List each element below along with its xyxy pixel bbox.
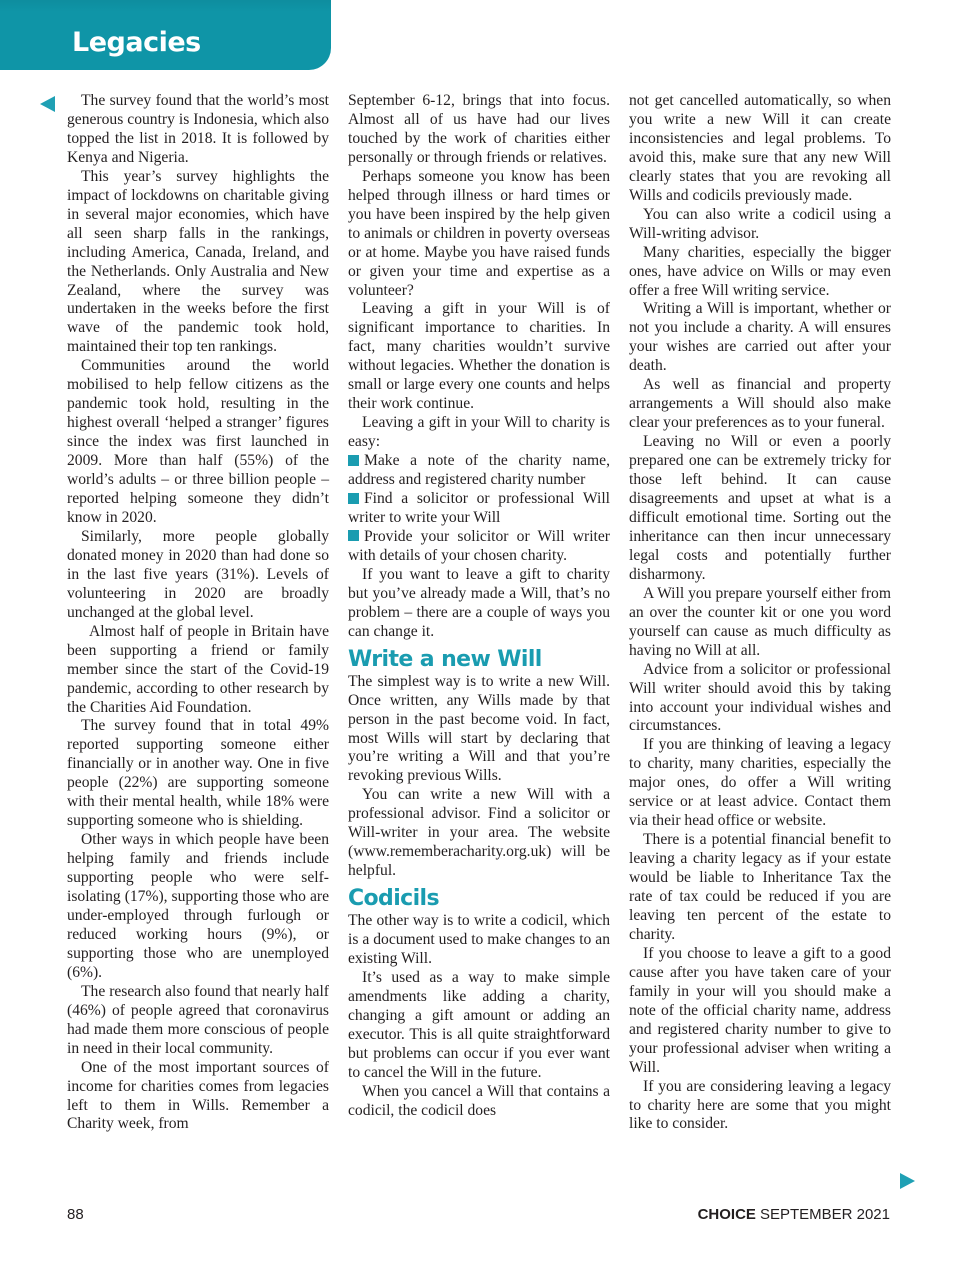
square-bullet-icon: [348, 493, 359, 504]
paragraph: Similarly, more people globally donated money in 2020 than had done so in the last five years (31%). Levels of volunteering in 2020 are broadly unchanged at the global level.: [67, 527, 329, 621]
paragraph: Advice from a solicitor or professional Will writer should avoid this by taking into account your individual wishes and circumstances.: [629, 660, 891, 735]
paragraph: Other ways in which people have been helping family and friends include supporting people who were self-isolating (17%), supporting those who are under-employed through furlough or reduced working hours (9%), or supporting those who are unemployed (6%).: [67, 831, 329, 981]
section-title: Legacies: [72, 27, 201, 58]
column-1: [67, 92, 329, 1134]
paragraph: Writing a Will is important, whether or not you include a charity. A will ensures your wishes are carried out after your death.: [629, 300, 891, 375]
paragraph: You can also write a codicil using a Will-writing advisor.: [629, 205, 891, 242]
page-number: 88: [67, 1206, 84, 1223]
paragraph: As well as financial and property arrangements a Will should also make clear your preferences as to your funeral.: [629, 376, 891, 432]
magazine-footer: [698, 1206, 890, 1223]
bullet-text: Make a note of the charity name, address and registered charity number: [348, 452, 610, 489]
paragraph: There is a potential financial benefit to leaving a charity legacy as if your estate would be liable to Inheritance Tax the rate of tax could be reduced if you are leaving ten percent of the estate to charity.: [629, 831, 891, 943]
paragraph: Communities around the world mobilised to help fellow citizens as the pandemic took hold, resulting in the highest overall ‘helped a stranger’ figures since the index was first launched in 2009. More than half (55%) of the world’s adults – or three billion people – reported helping someone they didn’t know in 2020.: [67, 357, 329, 526]
paragraph: It’s used as a way to make simple amendments like adding a charity, changing a gift amount or adding an executor. This is all quite straightforward but problems can occur if you ever want to cancel the Will in the future.: [348, 968, 610, 1081]
paragraph: Leaving no Will or even a poorly prepared one can be extremely tricky for those left behind. It can cause disagreements and upset at what is a difficult emotional time. Sorting out the inheritance can then incur unnecessary legal costs and potentially further disharmony.: [629, 433, 891, 583]
square-bullet-icon: [348, 455, 359, 466]
paragraph: Leaving a gift in your Will is of significant importance to charities. In fact, many charities wouldn’t survive without legacies. Whether the donation is small or large every one counts and helps their work continue.: [348, 300, 610, 413]
paragraph: Almost half of people in Britain have been supporting a friend or family member since the start of the Covid-19 pandemic, according to other research by the Charities Aid Foundation.: [67, 622, 329, 716]
paragraph: The research also found that nearly half (46%) of people agreed that coronavirus had made them more conscious of people in need in their local community.: [67, 982, 329, 1057]
paragraph: If you are thinking of leaving a legacy to charity, many charities, especially the major ones, do offer a Will writing service or at least advice. Contact them via their head office or website.: [629, 736, 891, 830]
paragraph: One of the most important sources of income for charities comes from legacies left to them in Wills. Remember a Charity week, from: [67, 1058, 329, 1133]
paragraph: The survey found that the world’s most generous country is Indonesia, which also topped the list in 2018. It is followed by Kenya and Nigeria.: [67, 92, 329, 166]
subheading-codicils: Codicils: [348, 886, 439, 912]
bullet-item: [348, 528, 610, 566]
paragraph: When you cancel a Will that contains a codicil, the codicil does: [348, 1082, 610, 1119]
issue-date: SEPTEMBER 2021: [759, 1206, 890, 1223]
paragraph: You can write a new Will with a professional advisor. Find a solicitor or Will-writer in your area. The website (www.rememberacharity.org.uk) will be helpful.: [348, 786, 610, 880]
paragraph: The other way is to write a codicil, which is a document used to make changes to an existing Will.: [348, 912, 610, 968]
paragraph: Many charities, especially the bigger ones, have advice on Wills or may even offer a free Will writing service.: [629, 243, 891, 299]
paragraph: The simplest way is to write a new Will. Once written, any Wills made by that person in the past become void. In fact, most Wills will start by declaring that you’re writing a Will and that you’re revoking previous Wills.: [348, 672, 610, 785]
paragraph: not get cancelled automatically, so when you write a new Will it can create inconsistencies and legal problems. To avoid this, make sure that any new Will clearly states that you are revoking all Wills and codicils previously made.: [629, 92, 891, 204]
column-3: [629, 92, 891, 1134]
bullet-item: [348, 490, 610, 528]
paragraph: This year’s survey highlights the impact of lockdowns on charitable giving in several major economies, which have all seen sharp falls in the rankings, including America, Canada, Ireland, and the Netherlands. Only Australia and New Zealand, where the survey was undertaken in the weeks before the first wave of the pandemic took hold, maintained their top ten rankings.: [67, 167, 329, 356]
paragraph: If you want to leave a gift to charity but you’ve already made a Will, that’s no problem – there are a couple of ways you can change it.: [348, 565, 610, 640]
paragraph: If you are considering leaving a legacy to charity here are some that you might like to consider.: [629, 1077, 891, 1133]
bullet-text: Provide your solicitor or Will writer with details of your chosen charity.: [348, 527, 610, 564]
column-2: [348, 92, 610, 1121]
bullet-item: [348, 452, 610, 490]
subheading-write-new-will: Write a new Will: [348, 646, 542, 672]
paragraph: The survey found that in total 49% reported supporting someone either financially or in another way. One in five people (22%) are supporting someone with their mental health, while 18% were supporting someone who is shielding.: [67, 717, 329, 830]
square-bullet-icon: [348, 530, 359, 541]
paragraph: Perhaps someone you know has been helped through illness or hard times or you have been inspired by the help given to animals or children in poverty overseas or at home. Maybe you have raised funds or given your time and expertise as a volunteer?: [348, 167, 610, 299]
next-page-arrow-icon[interactable]: [900, 1173, 915, 1189]
paragraph: Leaving a gift in your Will to charity is easy:: [348, 414, 610, 451]
bullet-text: Find a solicitor or professional Will writer to write your Will: [348, 490, 610, 526]
paragraph: If you choose to leave a gift to a good cause after you have taken care of your family in your will you should make a note of the official charity name, address and registered charity number to give to your professional adviser when writing a Will.: [629, 944, 891, 1076]
paragraph: September 6-12, brings that into focus. Almost all of us have had our lives touched by the work of charities either personally or through friends or relatives.: [348, 92, 610, 166]
paragraph: A Will you prepare yourself either from an over the counter kit or one you word yourself can cause as much difficulty as having no Will at all.: [629, 584, 891, 659]
magazine-name: CHOICE: [697, 1206, 756, 1223]
previous-page-arrow-icon[interactable]: [40, 96, 55, 112]
